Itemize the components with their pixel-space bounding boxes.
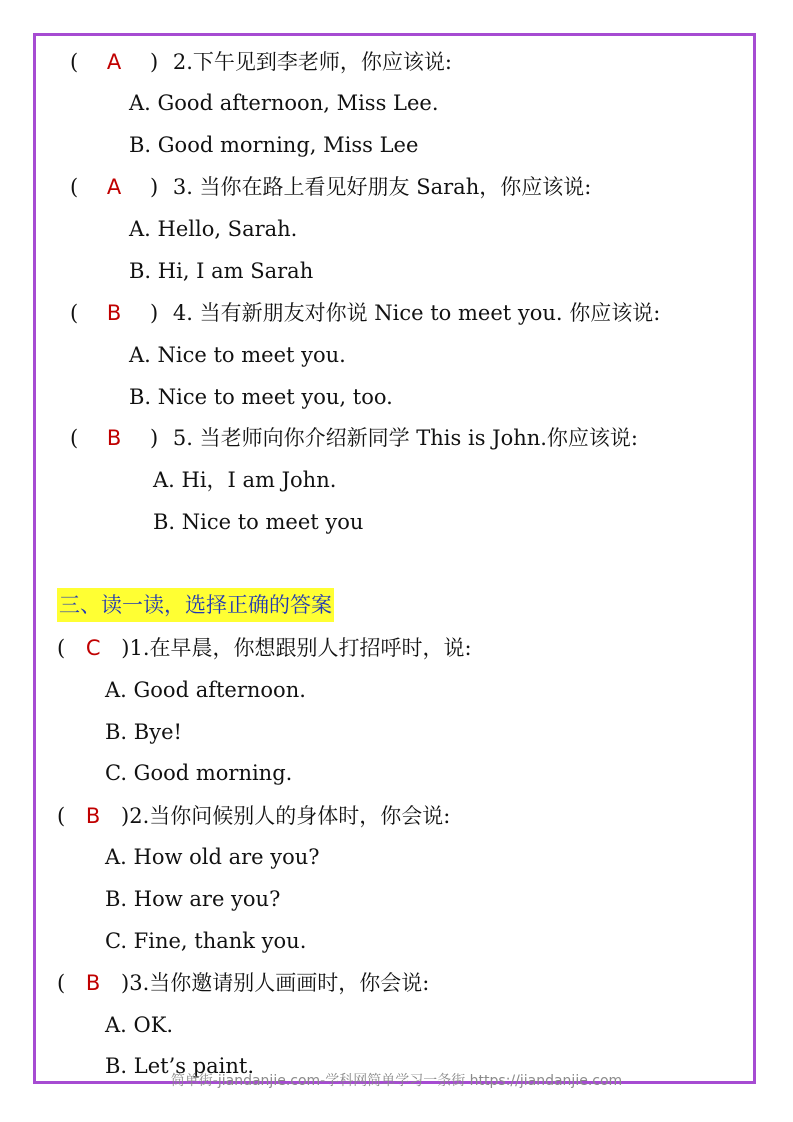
question-row xyxy=(70,424,638,452)
option: B. Good morning, Miss Lee xyxy=(129,133,419,157)
watermark: 简单街-jiandanjie.com-学科网简单学习一条街 https://jiandanjie.com xyxy=(170,1073,623,1089)
question-row xyxy=(70,173,591,201)
paren-open: ( xyxy=(57,636,66,660)
question-stem: 3. 当你在路上看见好朋友 Sarah，你应该说: xyxy=(172,175,592,199)
question-stem: 4. 当有新朋友对你说 Nice to meet you. 你应该说: xyxy=(172,301,661,325)
option: B. Nice to meet you, too. xyxy=(129,385,393,409)
paren-close: ) xyxy=(149,175,159,199)
option: B. Nice to meet you xyxy=(153,510,364,534)
option: A. Nice to meet you. xyxy=(129,343,346,367)
option: B. How are you? xyxy=(105,887,281,911)
answer-letter: B xyxy=(85,804,101,828)
option: A. Hi，I am John. xyxy=(153,468,337,492)
option: B. Bye! xyxy=(105,720,182,744)
paren-close: ) xyxy=(150,426,159,450)
answer-letter: B xyxy=(106,426,122,450)
option: B. Hi, I am Sarah xyxy=(129,259,314,283)
question-row xyxy=(57,802,450,830)
answer-letter: B xyxy=(85,971,101,995)
answer-letter: A xyxy=(106,50,122,74)
option: A. OK. xyxy=(105,1013,174,1037)
paren-close: ) xyxy=(149,50,159,74)
paren-open: ( xyxy=(57,971,66,995)
paren-open: ( xyxy=(70,301,79,325)
option: A. How old are you? xyxy=(105,845,320,869)
answer-letter: B xyxy=(106,301,122,325)
paren-open: ( xyxy=(57,804,66,828)
paren-close: ) xyxy=(121,804,130,828)
paren-close: ) xyxy=(150,301,159,325)
section-heading: 三、读一读，选择正确的答案 xyxy=(57,588,334,622)
paren-open: ( xyxy=(70,50,79,74)
question-stem: 5. 当老师向你介绍新同学 This is John.你应该说: xyxy=(172,426,639,450)
option: B. Let’s paint. xyxy=(105,1054,255,1078)
paren-open: ( xyxy=(70,426,79,450)
question-row xyxy=(57,634,472,662)
question-row xyxy=(70,48,452,76)
question-stem: 2.下午见到李老师，你应该说: xyxy=(172,50,452,74)
answer-letter: C xyxy=(85,636,101,660)
option: A. Hello, Sarah. xyxy=(129,217,298,241)
question-row xyxy=(70,299,660,327)
question-stem: 3.当你邀请别人画画时，你会说: xyxy=(129,971,430,995)
paren-open: ( xyxy=(70,175,79,199)
option: A. Good afternoon, Miss Lee. xyxy=(129,91,439,115)
paren-close: ) xyxy=(121,971,130,995)
paren-close: ) xyxy=(121,636,130,660)
option: C. Good morning. xyxy=(105,761,293,785)
option: A. Good afternoon. xyxy=(105,678,306,702)
answer-letter: A xyxy=(106,175,122,199)
question-stem: 2.当你问候别人的身体时，你会说: xyxy=(129,804,451,828)
question-row xyxy=(57,969,429,997)
option: C. Fine, thank you. xyxy=(105,929,307,953)
question-stem: 1.在早晨，你想跟别人打招呼时，说: xyxy=(129,636,472,660)
